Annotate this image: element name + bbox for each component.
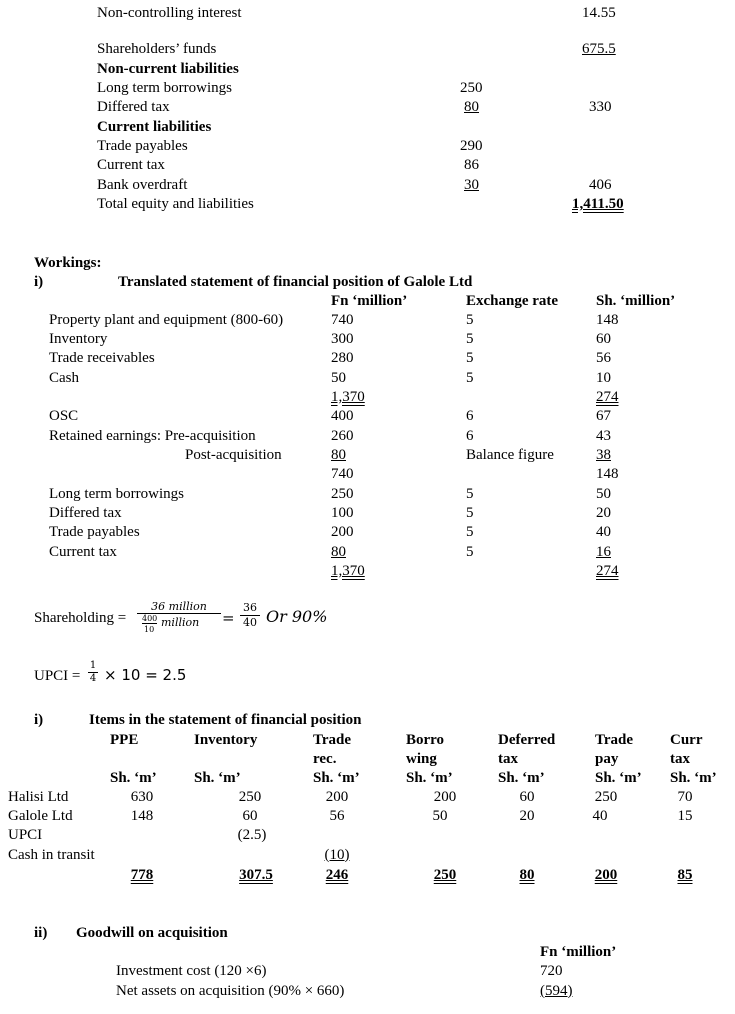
row-fn: 50 — [331, 370, 346, 386]
row-rate: 5 — [466, 505, 474, 521]
col-sh-header: Sh. ‘million’ — [596, 293, 676, 309]
osc-sh: 67 — [596, 408, 611, 424]
bank-overdraft-value: 30 — [464, 177, 479, 193]
deferred-tax-value: 80 — [464, 99, 479, 115]
row-rate: 5 — [466, 350, 474, 366]
table-cell: 250 — [238, 789, 262, 805]
re-pre-label: Retained earnings: Pre-acquisition — [49, 428, 256, 444]
row-label: Long term borrowings — [49, 486, 184, 502]
cl-heading: Current liabilities — [97, 119, 212, 135]
header-unit: Sh. ‘m’ — [595, 770, 642, 786]
row-sh: 40 — [596, 524, 611, 540]
re-pre-sh: 43 — [596, 428, 611, 444]
header-trade-rec-2: rec. — [313, 751, 337, 767]
header-curr-tax-2: tax — [670, 751, 690, 767]
current-tax-label: Current tax — [97, 157, 165, 173]
table-cell: 200 — [433, 789, 457, 805]
total-equity-liabilities-value: 1,411.50 — [572, 196, 624, 212]
net-assets-value: (594) — [540, 983, 573, 999]
ncl-heading: Non-current liabilities — [97, 61, 239, 77]
table-cell: 630 — [130, 789, 154, 805]
header-curr-tax: Curr — [670, 732, 703, 748]
header-unit: Sh. ‘m’ — [406, 770, 453, 786]
re-pre-fn: 260 — [331, 428, 354, 444]
row-label: Trade receivables — [49, 350, 155, 366]
row-fn: 250 — [331, 486, 354, 502]
total2-sh: 274 — [596, 563, 619, 579]
workings-title: Translated statement of financial position of Galole Ltd — [118, 274, 473, 290]
trade-payables-label: Trade payables — [97, 138, 188, 154]
re-post-label: Post-acquisition — [185, 447, 282, 463]
table-total: 80 — [519, 867, 535, 883]
row-fn: 740 — [331, 312, 354, 328]
upci-numerator: 1 — [89, 660, 97, 671]
table-cell: 70 — [677, 789, 693, 805]
row-rate: 5 — [466, 544, 474, 560]
upci-fraction — [88, 660, 98, 685]
row-label: Trade payables — [49, 524, 140, 540]
row-sh: 56 — [596, 350, 611, 366]
table-total: 250 — [433, 867, 457, 883]
table-cell: 60 — [242, 808, 258, 824]
ncl-total: 330 — [589, 99, 612, 115]
row-fn: 200 — [331, 524, 354, 540]
table-cell: 20 — [519, 808, 535, 824]
table-row-label: Cash in transit — [8, 847, 95, 863]
table-row-label: Galole Ltd — [8, 808, 73, 824]
subtotal-sh: 148 — [596, 466, 619, 482]
osc-fn: 400 — [331, 408, 354, 424]
row-sh: 148 — [596, 312, 619, 328]
re-post-fn: 80 — [331, 447, 346, 463]
second-fraction-num: 36 — [243, 601, 257, 614]
table-cell: (2.5) — [237, 827, 267, 843]
investment-cost-label: Investment cost (120 ×6) — [116, 963, 267, 979]
second-fraction — [240, 601, 260, 630]
total1-sh: 274 — [596, 389, 619, 405]
row-rate: 5 — [466, 331, 474, 347]
goodwill-title: Goodwill on acquisition — [76, 925, 228, 941]
row-sh: 20 — [596, 505, 611, 521]
row-label: Cash — [49, 370, 79, 386]
upci-denominator: 4 — [89, 673, 97, 684]
shareholding-numerator: 36 million — [151, 600, 207, 613]
row-fn: 280 — [331, 350, 354, 366]
shareholders-funds-label: Shareholders’ funds — [97, 41, 217, 57]
total-equity-liabilities-label: Total equity and liabilities — [97, 196, 254, 212]
items-number: i) — [34, 712, 44, 728]
row-sh: 10 — [596, 370, 611, 386]
table-cell: 200 — [325, 789, 349, 805]
header-trade-rec: Trade — [313, 732, 352, 748]
re-pre-rate: 6 — [466, 428, 474, 444]
header-unit: Sh. ‘m’ — [498, 770, 545, 786]
den-small-num: 400 — [142, 614, 158, 623]
nci-label: Non-controlling interest — [97, 5, 242, 21]
row-rate: 5 — [466, 312, 474, 328]
bank-overdraft-label: Bank overdraft — [97, 177, 188, 193]
row-fn: 100 — [331, 505, 354, 521]
table-total: 778 — [130, 867, 154, 883]
subtotal-fn: 740 — [331, 466, 354, 482]
osc-label: OSC — [49, 408, 79, 424]
row-rate: 5 — [466, 524, 474, 540]
row-fn: 80 — [331, 544, 346, 560]
table-cell: 56 — [329, 808, 345, 824]
col-fn-header: Fn ‘million’ — [331, 293, 408, 309]
row-label: Differed tax — [49, 505, 122, 521]
header-unit: Sh. ‘m’ — [194, 770, 241, 786]
header-ppe: PPE — [110, 732, 139, 748]
ltb-label: Long term borrowings — [97, 80, 232, 96]
osc-rate: 6 — [466, 408, 474, 424]
total1-fn: 1,370 — [331, 389, 365, 405]
equals-sign: = — [222, 609, 235, 627]
shareholding-result: Or 90% — [266, 607, 328, 626]
row-label: Current tax — [49, 544, 117, 560]
goodwill-col-header: Fn ‘million’ — [540, 944, 617, 960]
header-unit: Sh. ‘m’ — [110, 770, 157, 786]
header-unit: Sh. ‘m’ — [313, 770, 360, 786]
header-trade-pay: Trade — [595, 732, 634, 748]
shareholding-label: Shareholding = — [34, 610, 127, 626]
investment-cost-value: 720 — [540, 963, 563, 979]
den-small-den: 10 — [144, 625, 155, 634]
shareholders-funds-value: 675.5 — [582, 41, 616, 57]
header-borrowing: Borro — [406, 732, 445, 748]
row-rate: 5 — [466, 370, 474, 386]
table-cell: 148 — [130, 808, 154, 824]
table-cell: 15 — [677, 808, 693, 824]
table-total: 200 — [594, 867, 618, 883]
header-deferred-tax: Deferred — [498, 732, 556, 748]
re-post-rate: Balance figure — [466, 447, 554, 463]
header-trade-pay-2: pay — [595, 751, 619, 767]
total2-fn: 1,370 — [331, 563, 365, 579]
row-label: Inventory — [49, 331, 108, 347]
workings-heading: Workings: — [34, 255, 102, 271]
upci-rest: × 10 = 2.5 — [104, 666, 187, 684]
second-fraction-den: 40 — [243, 616, 257, 629]
goodwill-number: ii) — [34, 925, 48, 941]
table-cell: 40 — [592, 808, 608, 824]
header-inventory: Inventory — [194, 732, 258, 748]
row-label: Property plant and equipment (800-60) — [49, 312, 284, 328]
ltb-value: 250 — [460, 80, 483, 96]
header-deferred-tax-2: tax — [498, 751, 518, 767]
row-sh: 50 — [596, 486, 611, 502]
re-post-sh: 38 — [596, 447, 611, 463]
table-row-label: Halisi Ltd — [8, 789, 69, 805]
upci-label: UPCI = — [34, 668, 81, 684]
row-sh: 60 — [596, 331, 611, 347]
header-unit: Sh. ‘m’ — [670, 770, 717, 786]
items-title: Items in the statement of financial position — [89, 712, 362, 728]
net-assets-label: Net assets on acquisition (90% × 660) — [116, 983, 345, 999]
table-cell: 250 — [594, 789, 618, 805]
table-cell: (10) — [324, 847, 350, 863]
nci-value: 14.55 — [582, 5, 616, 21]
table-cell: 60 — [519, 789, 535, 805]
cl-total: 406 — [589, 177, 612, 193]
row-rate: 5 — [466, 486, 474, 502]
table-total: 85 — [677, 867, 693, 883]
deferred-tax-label: Differed tax — [97, 99, 170, 115]
shareholding-fraction — [137, 600, 221, 638]
table-row-label: UPCI — [8, 827, 43, 843]
row-fn: 300 — [331, 331, 354, 347]
header-borrowing-2: wing — [406, 751, 437, 767]
workings-number: i) — [34, 274, 44, 290]
row-sh: 16 — [596, 544, 611, 560]
den-word: million — [161, 616, 200, 629]
current-tax-value: 86 — [464, 157, 479, 173]
table-total: 246 — [325, 867, 349, 883]
col-rate-header: Exchange rate — [466, 293, 559, 309]
table-total: 307.5 — [239, 867, 273, 883]
trade-payables-value: 290 — [460, 138, 483, 154]
table-cell: 50 — [432, 808, 448, 824]
